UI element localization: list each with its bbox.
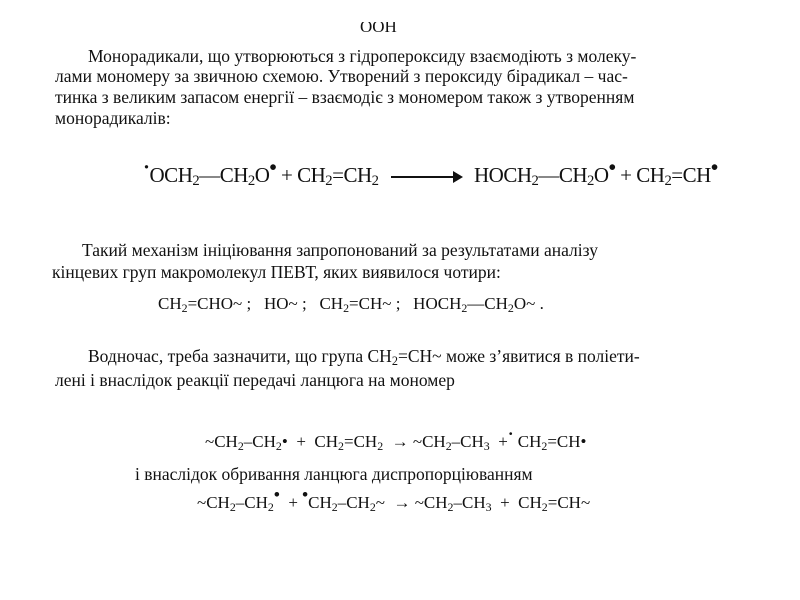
radical-dot: · <box>143 155 150 179</box>
end-group-3: $CH_2=CH\sim$ ; <box>319 294 401 315</box>
equation-3: $\sim CH_2-CH_2•$ + $•CH_2-CH_2\sim$ → $\sim CH_2-CH_3$ + $CH_2=CH\sim$ <box>197 485 591 514</box>
radical-dot: • <box>302 485 309 504</box>
end-groups-list <box>158 294 544 314</box>
equation-1: $\cdot OCH_2—CH_2O• + CH_2=CH_2$ $HOCH_2—CH_2O•$ + $CH_2=CH•$ <box>143 155 718 189</box>
para1-line3: тинка з великим запасом енергії – взаємодіє з мономером також з утворенням <box>55 87 635 107</box>
end-group-2: HO~ ; <box>263 294 307 313</box>
para1-line1: Монорадикали, що утворюються з гідропероксиду взаємодіють з молеку- <box>88 46 637 66</box>
radical-dot: • <box>269 155 277 179</box>
end-group-1: $CH_2=CHO\sim$ ; <box>158 294 252 315</box>
radical-dot: • <box>710 155 718 179</box>
reaction-arrow-icon <box>391 176 461 178</box>
para3-line1: Водночас, треба зазначити, що група $CH_2=CH\sim$ може з’явитися в поліети- <box>88 346 640 368</box>
para3-line2: лені і внаслідок реакції передачі ланцюга на мономер <box>55 370 455 390</box>
radical-dot: • <box>580 432 587 451</box>
equation-2: $\sim CH_2-CH_2• + CH_2=CH_2$ → $\sim CH_2-CH_3$ +· $CH_2=CH•$ <box>205 424 587 453</box>
para1-line4: монорадикалів: <box>55 108 171 128</box>
header-fragment: OOH <box>360 22 397 36</box>
radical-dot: • <box>281 432 288 451</box>
arrow-icon: → <box>393 493 411 512</box>
para2-line2: кінцевих груп макромолекул ПЕВТ, яких виявилося чотири: <box>52 262 501 282</box>
paragraph-4: і внаслідок обривання ланцюга диспропорціюванням <box>135 464 533 484</box>
para2-line1: Такий механізм ініціювання запропонований за результатами аналізу <box>82 240 598 260</box>
radical-dot: • <box>608 155 616 179</box>
arrow-icon: → <box>391 432 409 451</box>
para1-line2: лами мономеру за звичною схемою. Утворений з пероксиду бірадикал – час- <box>55 66 628 86</box>
radical-dot: · <box>507 424 514 443</box>
radical-dot: • <box>273 485 280 504</box>
end-group-4: $HOCH_2—CH_2O\sim$ . <box>413 294 544 315</box>
